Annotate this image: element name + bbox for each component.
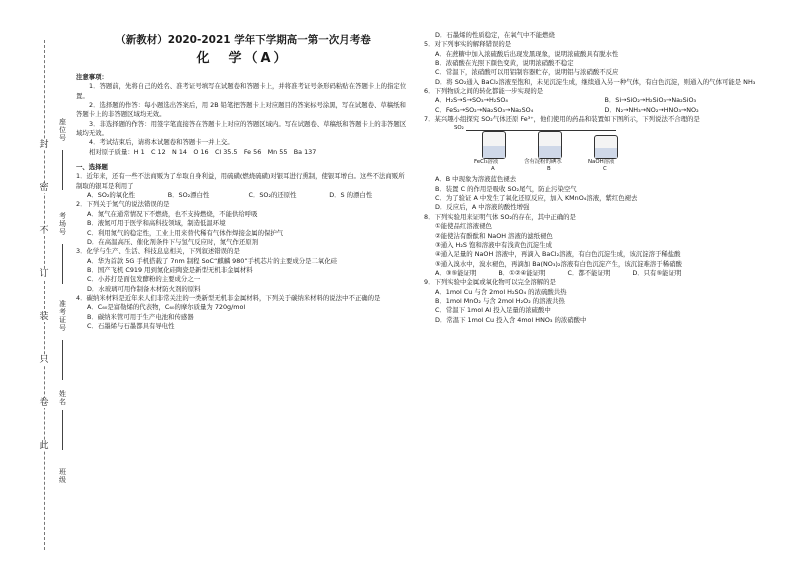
cut-mark: 订 — [39, 269, 49, 279]
field-exam-room: 考场号 — [59, 212, 66, 236]
question-9 — [424, 278, 774, 325]
option-c[interactable]: C．都不能证明 — [567, 268, 611, 277]
option-b[interactable]: B．液氮可用于医学和高科技领域，制造低温环境 — [87, 219, 226, 228]
question-5 — [424, 40, 774, 87]
option-c[interactable]: C．石墨烯与石墨都具有导电性 — [87, 321, 175, 330]
question-stem: 5．对下列事实的解释错误的是 — [424, 40, 512, 49]
diagram-label: NaOH溶液 — [588, 159, 615, 166]
option-row — [424, 96, 774, 105]
diagram-label: 含有淀粉的碘水 — [524, 159, 562, 166]
option-d[interactable]: D．只有⑤能证明 — [632, 268, 682, 277]
exam-subject: 化 学（A） — [196, 51, 290, 66]
question-stem: 4．碳纳米材料是近年来人们非常关注的一类新型无机非金属材料，下列关于碳纳米材料的说法中不正确的是 — [76, 293, 381, 302]
atomic-masses: 相对原子质量：H 1 C 12 N 14 O 16 Cl 35.5 Fe 56 Mn 55 Ba 137 — [89, 147, 317, 156]
option-c[interactable]: C．FeS₂→SO₂→Na₂SO₃→Na₂SO₄ — [435, 105, 534, 114]
option-d[interactable]: D．石墨烯的性质稳定，在氧气中不能燃烧 — [435, 31, 555, 39]
diagram-letter: B — [547, 166, 551, 173]
field-line — [62, 410, 63, 450]
statement: ④通入足量的 NaOH 溶液中，再滴入 BaCl₂溶液，有白色沉淀生成，该沉淀溶于稀盐酸 — [435, 250, 681, 259]
question-stem: 6．下列物质之间的转化都能一步实现的是 — [424, 87, 544, 96]
option-b[interactable]: B．1mol MnO₂ 与含 2mol H₂O₂ 的溶液共热 — [435, 296, 565, 305]
option-b[interactable]: B．装置 C 的作用是吸收 SO₂尾气，防止污染空气 — [435, 184, 577, 193]
option-d[interactable]: D．S 的漂白性 — [329, 191, 373, 200]
option-a[interactable]: A．SO₂的氧化性 — [87, 191, 135, 200]
statement: ①能使品红溶液褪色 — [435, 222, 492, 231]
cut-mark: 只 — [39, 355, 49, 365]
option-c[interactable]: C．利用氮气的稳定性，工业上用来替代稀有气体作焊接金属的保护气 — [87, 228, 284, 237]
cut-mark: 密 — [39, 183, 49, 193]
option-b[interactable]: B．碳纳米管可用于生产电池和传感器 — [87, 312, 194, 321]
flask-b — [538, 131, 562, 159]
option-a[interactable]: A．1mol Cu 与含 2mol H₂SO₄ 的浓硫酸共热 — [435, 287, 567, 296]
left-column — [76, 0, 410, 331]
field-class: 班级 — [59, 468, 66, 484]
option-b[interactable]: B．Si→SiO₂→H₂SiO₃→Na₂SiO₃ — [604, 96, 697, 105]
question-4 — [76, 294, 410, 331]
question-stem: 8．下列实验用来证明气体 SO₂的存在，其中正确的是 — [424, 212, 576, 221]
option-a[interactable]: A．在蔗糖中加入浓硫酸后出现发黑现象，说明浓硫酸具有脱水性 — [435, 49, 619, 58]
option-b[interactable]: B．国产飞机 C919 用到氮化硅陶瓷是新型无机非金属材料 — [87, 265, 253, 274]
field-line — [62, 150, 63, 190]
option-c[interactable]: C．SO₂的还原性 — [248, 191, 297, 200]
apparatus-diagram — [454, 125, 654, 173]
option-d[interactable]: D．水玻璃可用作制备木材防火剂的原料 — [87, 284, 201, 293]
exam-title: （新教材）2020-2021 学年下学期高一第一次月考卷 — [115, 34, 371, 46]
question-6 — [424, 87, 774, 115]
field-seat-number: 座位号 — [59, 118, 66, 142]
option-d[interactable]: D．N₂→NH₃→NO₂→HNO₃→NO₂ — [604, 105, 699, 114]
statement: ③通入 H₂S 饱和溶液中有浅黄色沉淀生成 — [435, 240, 553, 249]
option-c[interactable]: C．小苏打是面包发酵粉的主要成分之一 — [87, 275, 201, 284]
question-3 — [76, 247, 410, 294]
option-a[interactable]: A．C₆₀是富勒烯的代表物，C₆₀的摩尔质量为 720g/mol — [87, 303, 246, 312]
beaker-c — [594, 135, 618, 159]
cut-mark: 装 — [39, 312, 49, 322]
right-column — [424, 0, 774, 325]
diagram-label: FeCl₃溶液 — [474, 159, 499, 166]
option-d[interactable]: D．将 SO₂通入 BaCl₂溶液至饱和，未见沉淀生成，继续通入另一种气体，有白色沉淀，则通入的气体可能是 NH₃ — [435, 77, 756, 86]
question-8 — [424, 213, 774, 278]
cut-mark: 卷 — [39, 398, 49, 408]
question-7 — [424, 115, 774, 213]
cut-mark: 不 — [39, 226, 49, 236]
question-stem: 3．化学与生产、生活、科技息息相关，下列叙述错误的是 — [76, 247, 240, 256]
question-1 — [76, 172, 410, 200]
option-b[interactable]: B．浓硝酸在光照下颜色变黄，说明浓硝酸不稳定 — [435, 59, 574, 68]
option-a[interactable]: A．③⑤能证明 — [435, 268, 477, 277]
field-admission-number: 准考证号 — [59, 300, 66, 332]
option-c[interactable]: C．常温下，浓硝酸可以用铝制容器贮存，说明铝与浓硝酸不反应 — [435, 68, 619, 77]
option-a[interactable]: A．华为首款 5G 手机搭载了 7nm 制程 SoC“麒麟 980”手机芯片的主要成分是二氧化硅 — [87, 256, 338, 265]
notice-item: 1．答题前，先将自己的姓名、准考证号填写在试题卷和答题卡上，并将准考证号条形码粘贴在答题卡上的指定位置。 — [76, 82, 407, 100]
gas-inlet-label: SO₂ — [454, 125, 464, 132]
statement: ②能使沾有酚酞和 NaOH 溶液的滤纸褪色 — [435, 231, 553, 240]
option-row — [424, 106, 774, 115]
field-line — [62, 340, 63, 380]
field-line — [62, 244, 63, 284]
notice-item: 2．选择题的作答：每小题选出答案后，用 2B 铅笔把答题卡上对应题目的答案标号涂黑，写在试题卷、草稿纸和答题卡上的非答题区域均无效。 — [76, 101, 406, 119]
statement: ⑤通入溴水中，溴水褪色，再滴加 Ba(NO₃)₂溶液有白色沉淀产生，该沉淀难溶于稀硝酸 — [435, 259, 682, 268]
option-a[interactable]: A．H₂S→S→SO₃→H₂SO₄ — [435, 96, 508, 105]
field-name: 姓名 — [59, 390, 66, 406]
option-row — [424, 269, 774, 278]
notice-item: 3．非选择题的作答：用签字笔直接答在答题卡上对应的答题区域内。写在试题卷、草稿纸和答题卡上的非答题区域均无效。 — [76, 119, 407, 138]
cut-mark: 封 — [39, 140, 49, 150]
question-2 — [76, 200, 410, 247]
option-d[interactable]: D．在高温高压、催化剂条件下与氢气反应时，氮气作还原剂 — [87, 237, 259, 246]
notice-item: 4．考试结束后，请将本试题卷和答题卡一并上交。 — [89, 138, 234, 147]
option-d[interactable]: D．常温下 1mol Cu 投入含 4mol HNO₃ 的浓硝酸中 — [435, 315, 587, 324]
question-stem: 7．某兴趣小组探究 SO₂气体还原 Fe³⁺，他们使用的药品和装置如下图所示，下列说法不合理的是 — [424, 115, 700, 124]
option-b[interactable]: B．①②④能证明 — [498, 268, 546, 277]
option-d[interactable]: D．反应后，A 中溶液的酸性增强 — [435, 203, 530, 212]
question-stem: 9．下列实验中金属或氧化物可以完全溶解的是 — [424, 278, 556, 287]
option-b[interactable]: B．SO₂漂白性 — [167, 191, 210, 200]
cut-mark: 此 — [39, 441, 49, 451]
question-stem: 1．近年来，还有一些不法商贩为了牟取自身利益，用硫磺(燃烧硫磺)对银耳进行熏制，使银耳增白。这些不法商贩所制取的银耳是利用了 — [76, 172, 405, 190]
question-stem: 2．下列关于氮气的说法错误的是 — [76, 200, 170, 209]
flask-a — [482, 131, 506, 159]
diagram-letter: C — [603, 166, 607, 173]
notice-heading: 注意事项： — [76, 73, 108, 81]
option-c[interactable]: C．常温下 1mol Al 投入足量的浓硫酸中 — [435, 306, 551, 315]
option-a[interactable]: A．氮气在通常情况下不燃烧，也不支持燃烧，不能供给呼吸 — [87, 209, 258, 218]
option-a[interactable]: A．B 中现象为溶液蓝色褪去 — [435, 175, 517, 184]
binding-strip — [0, 0, 74, 561]
section-heading: 一、选择题 — [76, 163, 108, 172]
option-c[interactable]: C．为了验证 A 中发生了氧化还原反应，加入 KMnO₄溶液，紫红色褪去 — [435, 194, 638, 203]
cut-line — [44, 40, 45, 550]
diagram-letter: A — [491, 166, 495, 173]
